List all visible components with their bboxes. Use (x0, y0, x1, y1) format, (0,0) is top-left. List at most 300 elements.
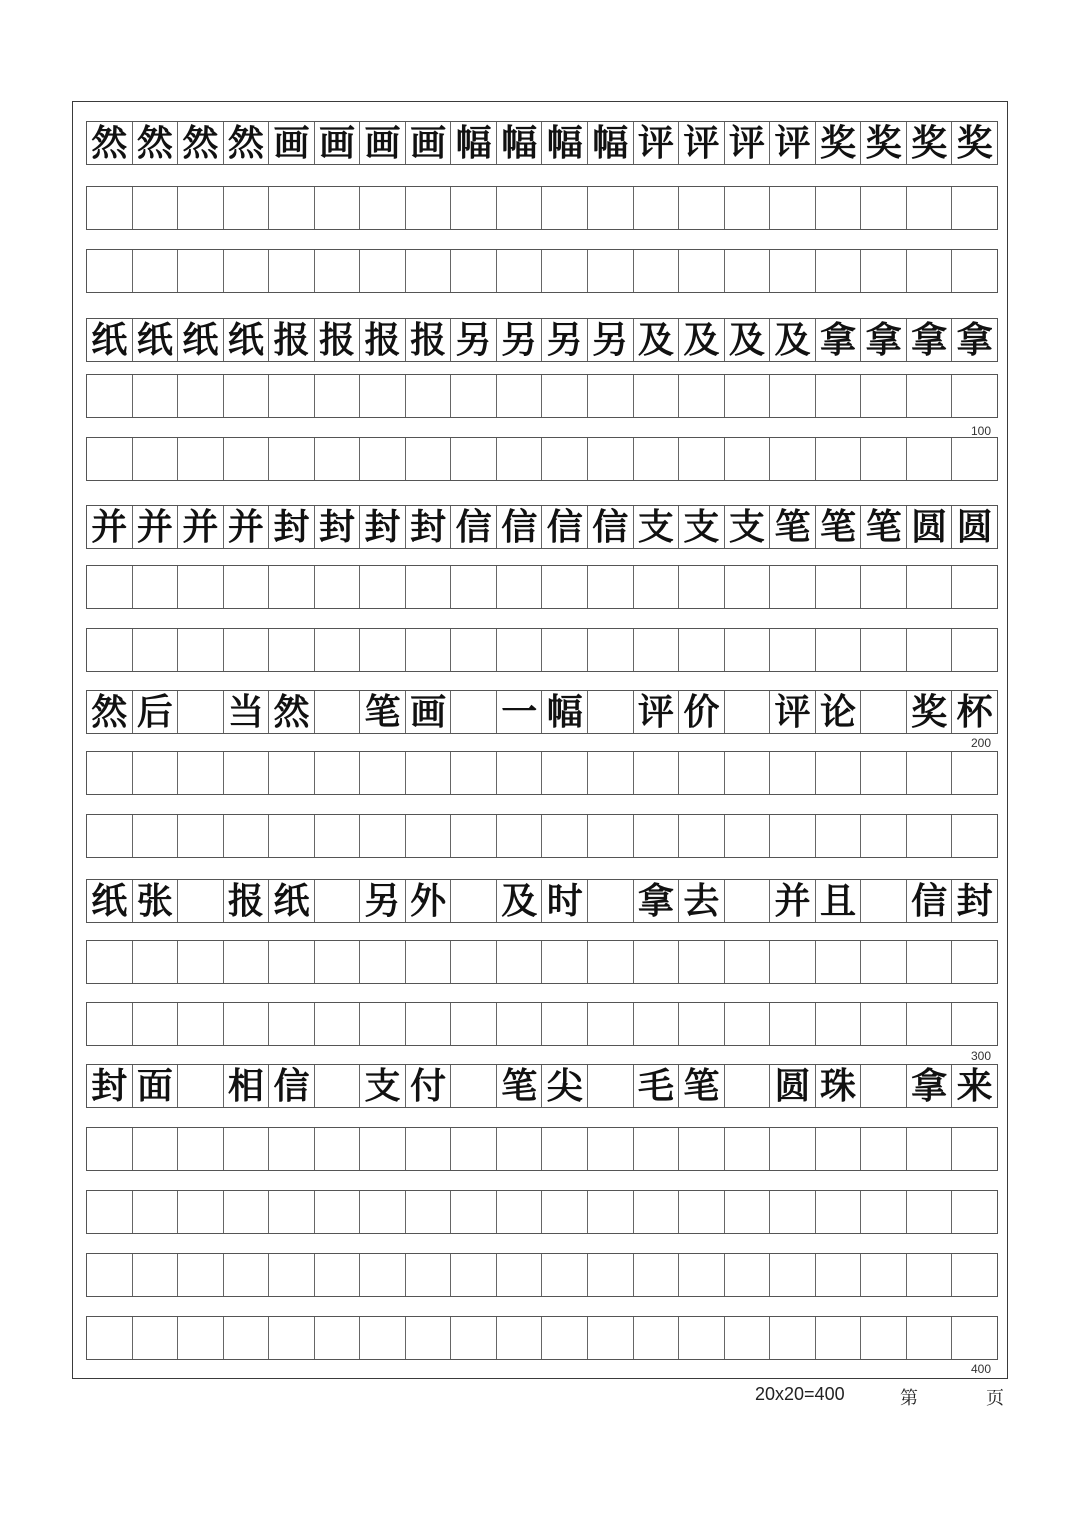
count-marker-100: 100 (971, 424, 992, 438)
grid-cell (542, 941, 588, 983)
grid-cell (451, 815, 497, 857)
grid-cell (497, 1317, 543, 1359)
grid-cell: 并 (770, 880, 816, 922)
grid-cell: 纸 (87, 319, 133, 361)
grid-cell (224, 941, 270, 983)
grid-cell (133, 1191, 179, 1233)
grid-cell: 一 (497, 691, 543, 733)
grid-cell: 评 (770, 691, 816, 733)
grid-cell (588, 1065, 634, 1107)
grid-cell (224, 250, 270, 292)
grid-cell (770, 1317, 816, 1359)
grid-cell (952, 1254, 997, 1296)
grid-cell (542, 375, 588, 417)
grid-cell (634, 815, 680, 857)
grid-cell: 并 (87, 506, 133, 548)
grid-cell (588, 1191, 634, 1233)
grid-cell (816, 566, 862, 608)
grid-cell: 幅 (451, 122, 497, 164)
grid-cell: 画 (406, 691, 452, 733)
grid-cell: 杯 (956, 691, 993, 733)
grid-cell: 拿 (861, 319, 907, 361)
grid-cell (952, 1317, 997, 1359)
grid-cell: 另 (588, 319, 634, 361)
grid-row (86, 374, 998, 418)
grid-cell (315, 187, 361, 229)
grid-cell (634, 250, 680, 292)
grid-cell (315, 375, 361, 417)
grid-cell: 圆 (770, 1065, 816, 1107)
grid-cell: 奖 (907, 122, 953, 164)
grid-cell: 评 (679, 122, 725, 164)
grid-cell (224, 566, 270, 608)
grid-cell (952, 815, 997, 857)
grid-cell (770, 1003, 816, 1045)
grid-cell: 奖 (816, 122, 862, 164)
grid-cell (907, 438, 953, 480)
grid-cell (497, 250, 543, 292)
grid-cell: 封 (315, 506, 361, 548)
grid-cell (725, 880, 771, 922)
grid-cell (634, 187, 680, 229)
grid-cell (269, 1254, 315, 1296)
grid-cell (360, 1254, 406, 1296)
grid-cell (497, 566, 543, 608)
grid-cell (87, 375, 133, 417)
grid-cell (725, 1191, 771, 1233)
grid-cell (497, 629, 543, 671)
grid-cell (133, 815, 179, 857)
grid-cell (907, 1191, 953, 1233)
grid-cell (178, 941, 224, 983)
grid-cell: 纸 (224, 319, 270, 361)
grid-cell: 评 (725, 122, 771, 164)
grid-cell (588, 1317, 634, 1359)
grid-cell: 笔 (861, 506, 907, 548)
grid-cell (87, 1128, 133, 1170)
grid-cell: 然 (269, 691, 315, 733)
grid-cell (725, 250, 771, 292)
grid-cell (952, 375, 997, 417)
grid-cell: 然 (178, 122, 224, 164)
grid-cell (542, 187, 588, 229)
grid-cell (634, 629, 680, 671)
grid-cell (178, 1003, 224, 1045)
grid-cell: 然 (133, 122, 179, 164)
grid-cell (770, 438, 816, 480)
grid-cell (178, 1317, 224, 1359)
grid-cell (315, 566, 361, 608)
grid-cell (725, 1317, 771, 1359)
grid-cell: 评 (770, 122, 816, 164)
grid-cell: 后 (133, 691, 179, 733)
grid-cell (315, 1003, 361, 1045)
grid-cell (679, 375, 725, 417)
grid-cell (224, 1317, 270, 1359)
grid-cell (725, 1254, 771, 1296)
grid-cell (87, 250, 133, 292)
grid-cell (133, 1254, 179, 1296)
grid-cell: 然 (224, 122, 270, 164)
grid-cell (679, 566, 725, 608)
grid-cell (406, 941, 452, 983)
grid-cell (133, 1128, 179, 1170)
grid-cell (315, 629, 361, 671)
grid-cell (451, 1128, 497, 1170)
grid-cell: 珠 (816, 1065, 862, 1107)
grid-cell (542, 1254, 588, 1296)
grid-cell (679, 1128, 725, 1170)
grid-cell (406, 752, 452, 794)
grid-cell: 奖 (907, 691, 953, 733)
grid-cell (87, 566, 133, 608)
grid-cell (133, 629, 179, 671)
grid-cell (770, 629, 816, 671)
grid-cell: 拿 (956, 319, 993, 361)
grid-cell (634, 1003, 680, 1045)
grid-cell (451, 375, 497, 417)
grid-cell (451, 629, 497, 671)
grid-cell (816, 438, 862, 480)
grid-cell (770, 566, 816, 608)
grid-cell (87, 1317, 133, 1359)
grid-cell: 画 (406, 122, 452, 164)
grid-cell: 画 (315, 122, 361, 164)
grid-cell (588, 629, 634, 671)
grid-cell (588, 1128, 634, 1170)
grid-cell: 拿 (907, 319, 953, 361)
grid-cell (679, 629, 725, 671)
grid-cell: 并 (224, 506, 270, 548)
grid-cell: 笔 (816, 506, 862, 548)
grid-cell: 幅 (497, 122, 543, 164)
grid-cell: 幅 (542, 691, 588, 733)
grid-cell: 另 (360, 880, 406, 922)
grid-row (86, 628, 998, 672)
grid-cell: 圆 (907, 506, 953, 548)
grid-cell (87, 629, 133, 671)
grid-cell (542, 1191, 588, 1233)
grid-cell (770, 1254, 816, 1296)
grid-cell (952, 629, 997, 671)
grid-cell: 及 (679, 319, 725, 361)
grid-cell (497, 1191, 543, 1233)
grid-cell: 并 (178, 506, 224, 548)
grid-cell: 笔 (360, 691, 406, 733)
grid-cell (634, 941, 680, 983)
grid-cell (679, 815, 725, 857)
grid-cell: 纸 (269, 880, 315, 922)
grid-row (86, 505, 998, 549)
grid-cell: 拿 (907, 1065, 953, 1107)
grid-cell: 尖 (542, 1065, 588, 1107)
grid-cell: 评 (634, 122, 680, 164)
grid-cell (679, 941, 725, 983)
grid-row (86, 1002, 998, 1046)
grid-cell: 支 (360, 1065, 406, 1107)
grid-cell (406, 566, 452, 608)
grid-cell (360, 250, 406, 292)
grid-cell (178, 187, 224, 229)
grid-cell (178, 691, 224, 733)
grid-cell (360, 1191, 406, 1233)
grid-cell (542, 1003, 588, 1045)
grid-cell (178, 752, 224, 794)
grid-cell: 评 (634, 691, 680, 733)
grid-cell (224, 629, 270, 671)
grid-cell (451, 941, 497, 983)
grid-cell (497, 752, 543, 794)
grid-cell (634, 752, 680, 794)
grid-cell (816, 629, 862, 671)
grid-cell (861, 941, 907, 983)
grid-row (86, 751, 998, 795)
grid-cell (861, 566, 907, 608)
grid-cell (542, 1317, 588, 1359)
grid-cell (861, 1065, 907, 1107)
grid-cell (315, 1317, 361, 1359)
grid-cell (87, 752, 133, 794)
grid-cell (224, 752, 270, 794)
grid-cell: 封 (360, 506, 406, 548)
grid-cell (861, 752, 907, 794)
grid-cell (907, 1254, 953, 1296)
grid-cell: 及 (770, 319, 816, 361)
grid-cell (861, 1003, 907, 1045)
grid-cell (224, 375, 270, 417)
grid-cell (679, 752, 725, 794)
grid-cell: 信 (497, 506, 543, 548)
grid-cell (588, 250, 634, 292)
grid-cell: 纸 (133, 319, 179, 361)
grid-cell (907, 250, 953, 292)
grid-cell (679, 1317, 725, 1359)
grid-cell (588, 815, 634, 857)
grid-cell (178, 1128, 224, 1170)
grid-cell (725, 187, 771, 229)
grid-cell (725, 752, 771, 794)
grid-cell (451, 1003, 497, 1045)
grid-cell (315, 438, 361, 480)
grid-cell (451, 250, 497, 292)
grid-row (86, 121, 998, 165)
grid-cell (634, 1191, 680, 1233)
grid-cell: 信 (588, 506, 634, 548)
grid-cell (360, 815, 406, 857)
grid-cell (588, 566, 634, 608)
grid-cell (451, 1191, 497, 1233)
grid-cell (725, 1065, 771, 1107)
grid-cell: 及 (634, 319, 680, 361)
grid-cell (816, 815, 862, 857)
grid-cell (816, 941, 862, 983)
grid-cell (87, 941, 133, 983)
grid-cell (588, 1003, 634, 1045)
grid-cell: 纸 (178, 319, 224, 361)
grid-cell (315, 752, 361, 794)
grid-cell (178, 815, 224, 857)
grid-row (86, 1190, 998, 1234)
grid-cell (952, 1128, 997, 1170)
grid-cell: 并 (133, 506, 179, 548)
grid-cell: 另 (451, 319, 497, 361)
grid-cell (315, 815, 361, 857)
grid-cell: 幅 (542, 122, 588, 164)
grid-cell (770, 941, 816, 983)
grid-cell (497, 375, 543, 417)
grid-cell (315, 1254, 361, 1296)
grid-cell: 封 (956, 880, 993, 922)
grid-cell (406, 1128, 452, 1170)
grid-cell (360, 629, 406, 671)
grid-cell (679, 250, 725, 292)
grid-cell (451, 752, 497, 794)
grid-cell (497, 438, 543, 480)
grid-cell (497, 1254, 543, 1296)
grid-cell (725, 815, 771, 857)
grid-cell (907, 187, 953, 229)
grid-cell (451, 438, 497, 480)
grid-cell (588, 187, 634, 229)
grid-row (86, 249, 998, 293)
grid-cell (269, 1191, 315, 1233)
grid-cell (770, 1128, 816, 1170)
grid-cell (178, 250, 224, 292)
grid-cell (725, 941, 771, 983)
grid-cell (634, 375, 680, 417)
grid-cell (679, 1254, 725, 1296)
grid-cell (269, 1317, 315, 1359)
grid-cell (269, 566, 315, 608)
grid-cell (770, 1191, 816, 1233)
grid-cell (406, 815, 452, 857)
grid-cell (497, 187, 543, 229)
grid-cell (861, 1254, 907, 1296)
grid-cell: 报 (406, 319, 452, 361)
grid-cell: 报 (269, 319, 315, 361)
grid-cell (451, 187, 497, 229)
grid-cell (224, 1128, 270, 1170)
grid-cell: 且 (816, 880, 862, 922)
grid-cell (907, 566, 953, 608)
grid-cell (861, 438, 907, 480)
grid-cell (315, 941, 361, 983)
grid-row (86, 1316, 998, 1360)
grid-cell: 笔 (497, 1065, 543, 1107)
grid-cell (224, 187, 270, 229)
grid-cell (907, 815, 953, 857)
grid-cell (816, 752, 862, 794)
grid-cell: 拿 (634, 880, 680, 922)
grid-cell (816, 1191, 862, 1233)
grid-cell (269, 815, 315, 857)
grid-cell: 圆 (956, 506, 993, 548)
grid-row (86, 1253, 998, 1297)
grid-cell (861, 629, 907, 671)
grid-row (86, 565, 998, 609)
grid-row (86, 437, 998, 481)
grid-cell (451, 880, 497, 922)
grid-cell (679, 1003, 725, 1045)
grid-cell (634, 1128, 680, 1170)
grid-cell (133, 438, 179, 480)
grid-cell (542, 438, 588, 480)
grid-cell (725, 1003, 771, 1045)
grid-cell (542, 250, 588, 292)
grid-cell: 报 (360, 319, 406, 361)
grid-cell: 外 (406, 880, 452, 922)
grid-cell (679, 1191, 725, 1233)
grid-cell (87, 815, 133, 857)
grid-cell (406, 1317, 452, 1359)
grid-cell (224, 815, 270, 857)
grid-cell: 画 (360, 122, 406, 164)
grid-cell (406, 1003, 452, 1045)
grid-cell (360, 438, 406, 480)
grid-cell (451, 1254, 497, 1296)
grid-cell (861, 250, 907, 292)
grid-cell (542, 815, 588, 857)
grid-cell (952, 752, 997, 794)
grid-cell: 幅 (588, 122, 634, 164)
grid-cell (224, 1191, 270, 1233)
grid-cell (952, 1003, 997, 1045)
grid-cell (315, 1128, 361, 1170)
grid-cell (816, 187, 862, 229)
grid-cell (542, 752, 588, 794)
grid-cell (861, 815, 907, 857)
grid-cell (269, 1128, 315, 1170)
grid-cell (725, 438, 771, 480)
grid-cell (133, 375, 179, 417)
grid-cell (178, 1191, 224, 1233)
grid-cell (178, 880, 224, 922)
grid-cell (634, 566, 680, 608)
grid-cell: 来 (956, 1065, 993, 1107)
grid-cell: 笔 (679, 1065, 725, 1107)
grid-cell (634, 1254, 680, 1296)
grid-cell: 信 (542, 506, 588, 548)
grid-cell: 支 (634, 506, 680, 548)
grid-cell (224, 1254, 270, 1296)
grid-cell (588, 941, 634, 983)
grid-cell: 当 (224, 691, 270, 733)
grid-cell: 封 (87, 1065, 133, 1107)
grid-row (86, 1064, 998, 1108)
grid-cell (178, 438, 224, 480)
grid-row (86, 814, 998, 858)
grid-cell (497, 1128, 543, 1170)
grid-cell (87, 187, 133, 229)
grid-cell (406, 1191, 452, 1233)
grid-cell: 支 (725, 506, 771, 548)
grid-cell (178, 1254, 224, 1296)
grid-cell (588, 438, 634, 480)
grid-row (86, 318, 998, 362)
grid-cell (269, 752, 315, 794)
grid-cell: 封 (269, 506, 315, 548)
grid-cell (907, 1317, 953, 1359)
grid-cell (542, 1128, 588, 1170)
grid-cell: 信 (907, 880, 953, 922)
grid-cell: 然 (87, 691, 133, 733)
grid-cell (269, 250, 315, 292)
grid-cell (861, 691, 907, 733)
count-marker-200: 200 (971, 736, 992, 750)
grid-cell (87, 1003, 133, 1045)
grid-cell (770, 815, 816, 857)
grid-cell (133, 1317, 179, 1359)
